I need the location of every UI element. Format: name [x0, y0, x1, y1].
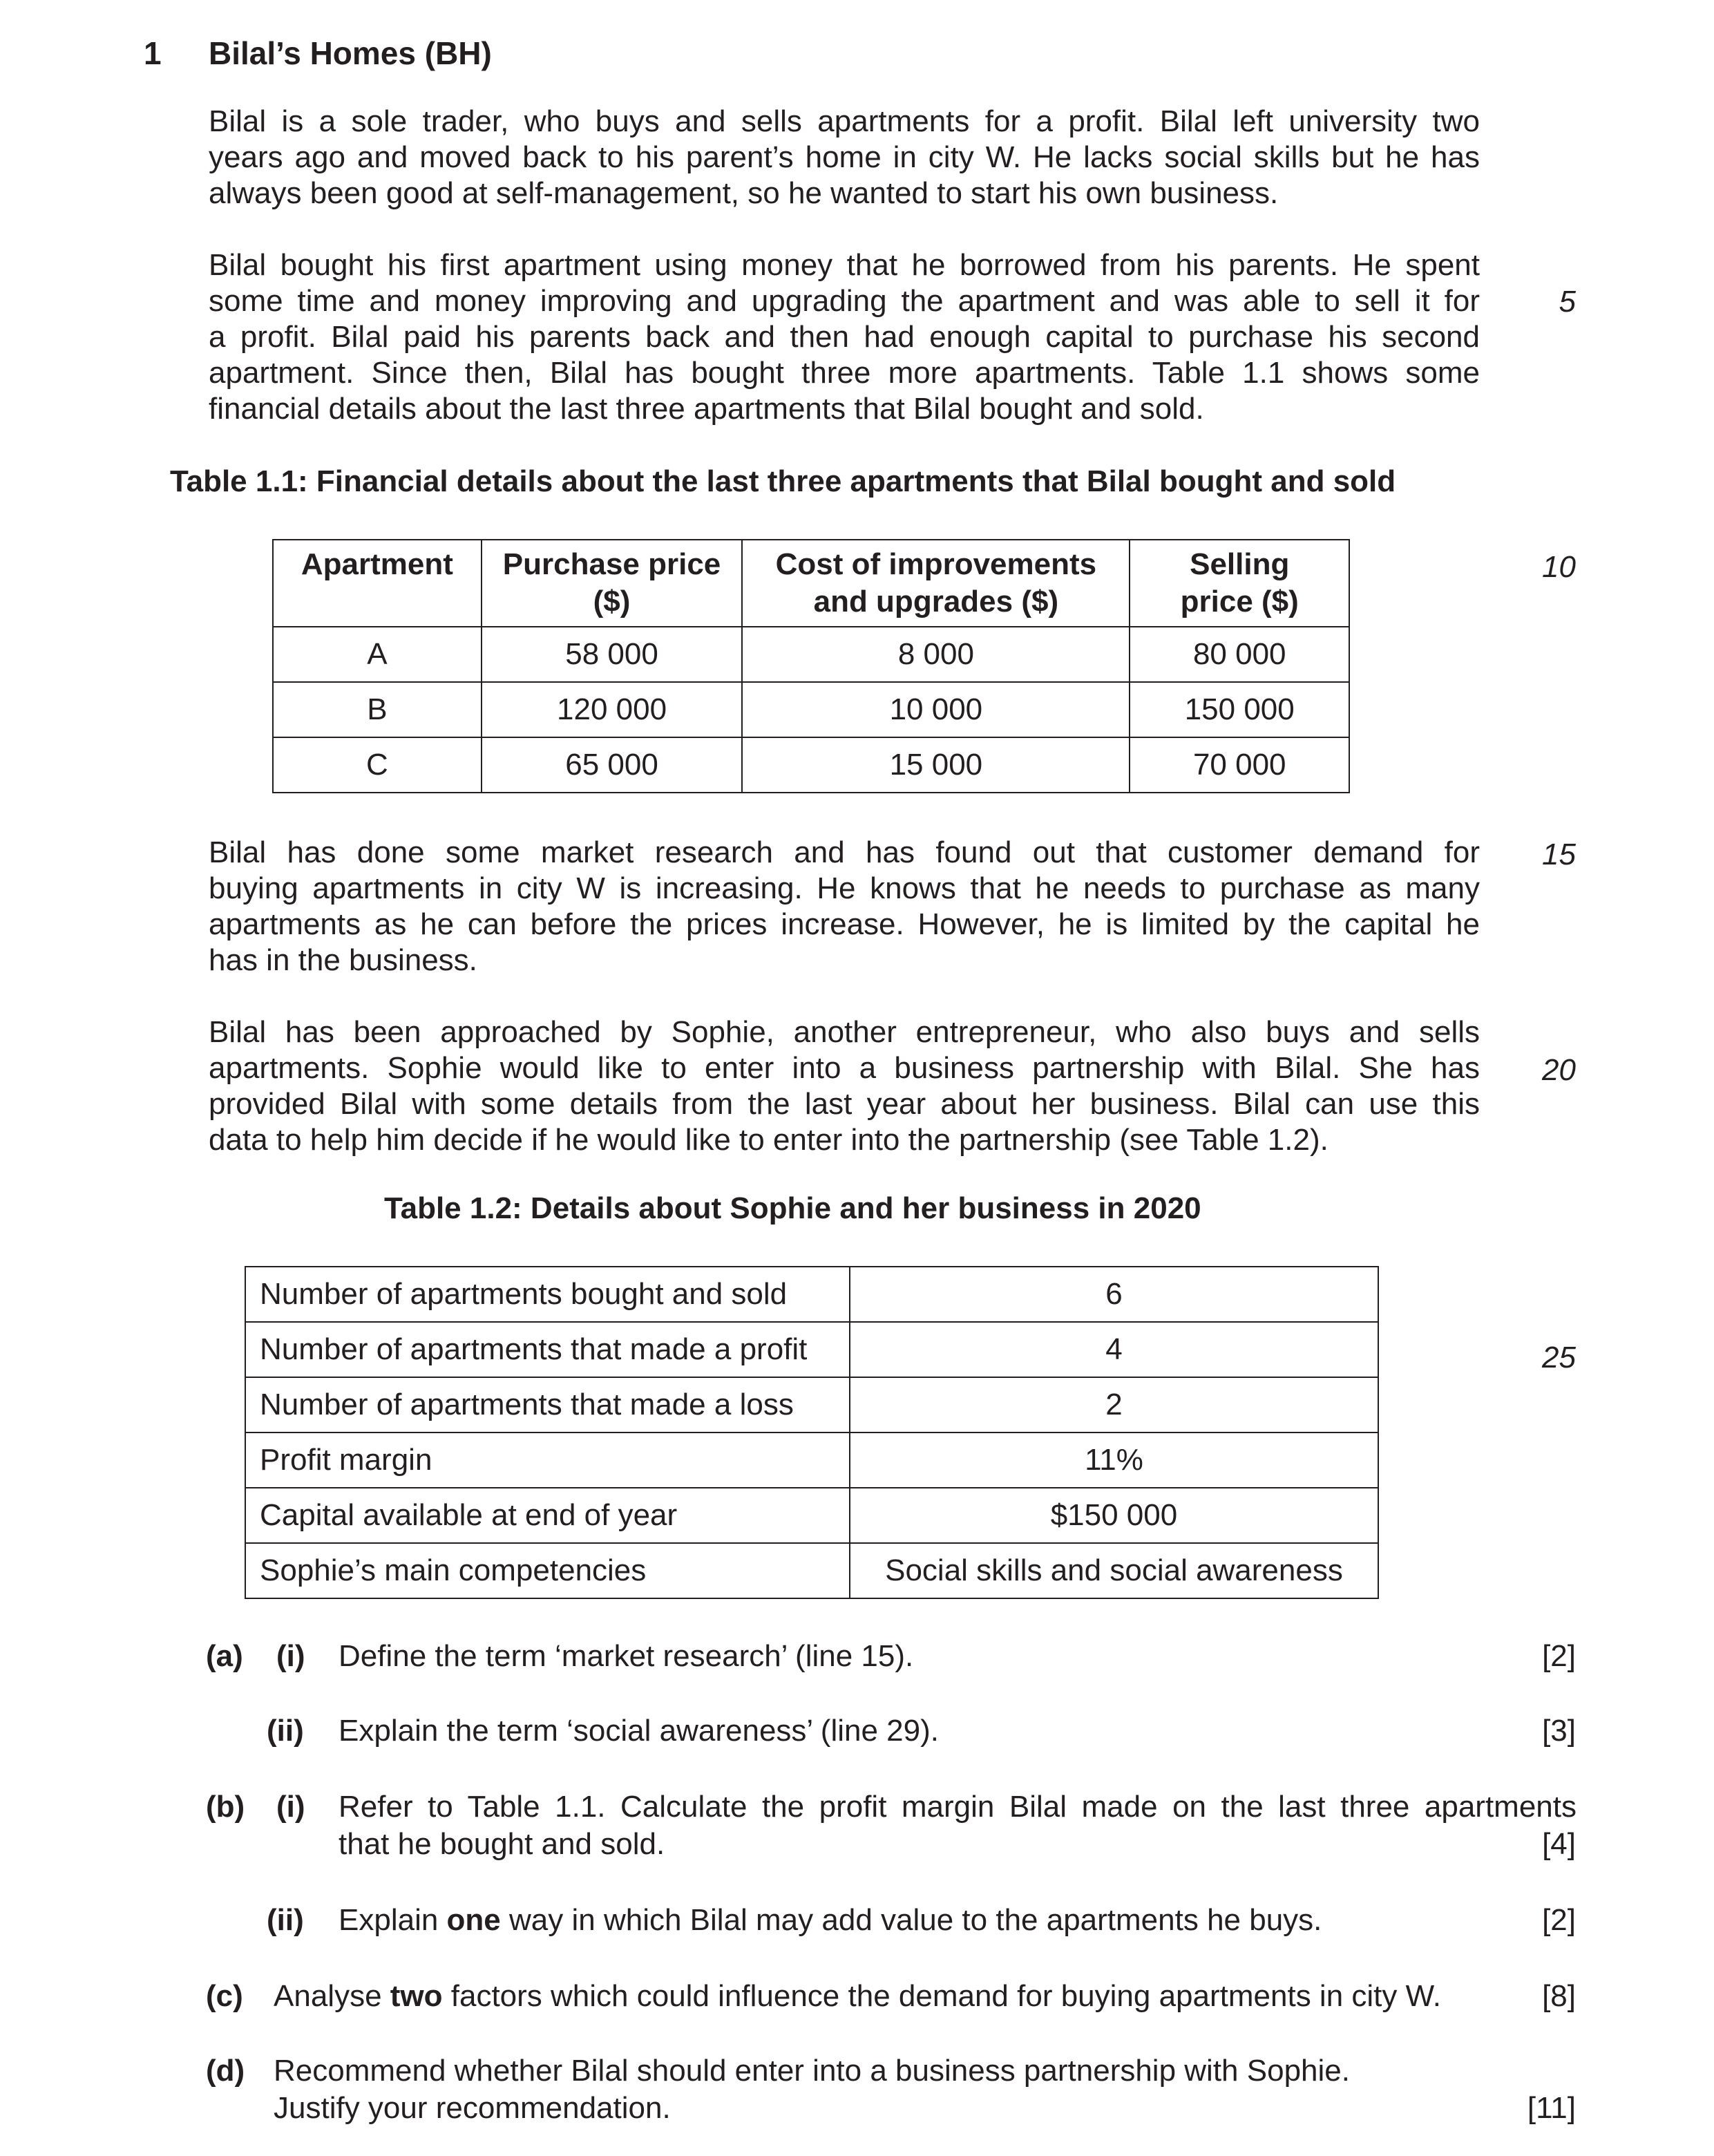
text-line: years ago and moved back to his parent’s home in city W. He lacks social skills but he has — [209, 140, 1480, 174]
line-number-5: 5 — [1559, 285, 1576, 319]
part-d-label: (d) — [206, 2054, 245, 2088]
table-cell: Capital available at end of year — [245, 1488, 850, 1543]
table-cell: A — [273, 627, 482, 682]
part-a-i-mark: [2] — [1542, 1639, 1576, 1673]
part-a-ii-label: (ii) — [267, 1714, 304, 1748]
table-row — [245, 1488, 1378, 1543]
text-line: Bilal bought his first apartment using money that he borrowed from his parents. He spent — [209, 248, 1480, 282]
table-cell: 8 000 — [742, 627, 1130, 682]
part-b-ii-mark: [2] — [1542, 1903, 1576, 1937]
table-cell: Profit margin — [245, 1432, 850, 1488]
table-cell: Number of apartments that made a profit — [245, 1322, 850, 1377]
table-cell: Social skills and social awareness — [850, 1543, 1378, 1598]
line-number-25: 25 — [1542, 1341, 1576, 1374]
text-line: financial details about the last three apartments that Bilal bought and sold. — [209, 392, 1204, 426]
table-row — [245, 1322, 1378, 1377]
table-row — [273, 682, 1349, 737]
table-cell: Number of apartments that made a loss — [245, 1377, 850, 1432]
part-a-ii-mark: [3] — [1542, 1714, 1576, 1748]
part-d-text: Recommend whether Bilal should enter into a business partnership with Sophie. Justify your recommendation. — [274, 2054, 1350, 2125]
table-cell: 150 000 — [1130, 682, 1349, 737]
part-a-label: (a) — [206, 1639, 243, 1673]
paragraph-sophie — [209, 1014, 1480, 1158]
table-row — [245, 1432, 1378, 1488]
text-line: Bilal is a sole trader, who buys and sells apartments for a profit. Bilal left university two — [209, 104, 1480, 138]
text-line: apartments as he can before the prices increase. However, he is limited by the capital he — [209, 907, 1480, 941]
table-row — [245, 1543, 1378, 1598]
part-b-i-text: Refer to Table 1.1. Calculate the profit margin Bilal made on the last three apartments that he bought and sold. — [339, 1790, 1577, 1861]
table-cell: 65 000 — [482, 737, 742, 793]
part-b-i-mark: [4] — [1542, 1827, 1576, 1861]
line-number-10: 10 — [1542, 550, 1576, 584]
header-apartment: Apartment — [273, 540, 482, 627]
table-cell: 6 — [850, 1267, 1378, 1322]
text-line: apartment. Since then, Bilal has bought three more apartments. Table 1.1 shows some — [209, 356, 1480, 390]
text-line: Bilal has been approached by Sophie, another entrepreneur, who also buys and sells — [209, 1015, 1480, 1049]
table-cell: 15 000 — [742, 737, 1130, 793]
table-cell: 4 — [850, 1322, 1378, 1377]
part-d-mark: [11] — [1527, 2091, 1576, 2125]
table-cell: 2 — [850, 1377, 1378, 1432]
line-number-20: 20 — [1542, 1053, 1576, 1087]
table-row — [245, 1267, 1378, 1322]
question-title: Bilal’s Homes (BH) — [209, 35, 492, 71]
question-number: 1 — [144, 35, 162, 71]
paragraph-intro — [209, 104, 1480, 211]
text-line: buying apartments in city W is increasing. He knows that he needs to purchase as many — [209, 871, 1480, 905]
table-cell: Number of apartments bought and sold — [245, 1267, 850, 1322]
text-line: provided Bilal with some details from the last year about her business. Bilal can use this — [209, 1087, 1480, 1121]
text-line: apartments. Sophie would like to enter into a business partnership with Bilal. She has — [209, 1051, 1480, 1085]
table-cell: 58 000 — [482, 627, 742, 682]
part-c-text: Analyse two factors which could influence the demand for buying apartments in city W. — [274, 1979, 1441, 2013]
table-cell: B — [273, 682, 482, 737]
table-cell: 11% — [850, 1432, 1378, 1488]
part-b-ii-label: (ii) — [267, 1903, 304, 1937]
part-a-i-label: (i) — [276, 1639, 305, 1673]
table-cell: 70 000 — [1130, 737, 1349, 793]
table-financial-details — [272, 539, 1350, 793]
paragraph-first-apartment — [209, 247, 1480, 427]
part-a-i-text: Define the term ‘market research’ (line 15). — [339, 1639, 914, 1673]
table-cell: 10 000 — [742, 682, 1130, 737]
table-row — [273, 627, 1349, 682]
text-line: always been good at self-management, so he wanted to start his own business. — [209, 176, 1279, 210]
text-line: a profit. Bilal paid his parents back and then had enough capital to purchase his second — [209, 320, 1480, 354]
paragraph-market-research — [209, 835, 1480, 978]
part-b-label: (b) — [206, 1790, 245, 1824]
table-cell: C — [273, 737, 482, 793]
table-cell: 80 000 — [1130, 627, 1349, 682]
text-line: Bilal has done some market research and has found out that customer demand for — [209, 835, 1480, 869]
header-purchase-price: Purchase price ($) — [482, 540, 742, 627]
part-c-mark: [8] — [1542, 1979, 1576, 2013]
table-sophie-details — [245, 1266, 1379, 1599]
table-cell: 120 000 — [482, 682, 742, 737]
table2-caption: Table 1.2: Details about Sophie and her business in 2020 — [384, 1191, 1201, 1225]
table-row — [245, 1377, 1378, 1432]
table-row — [273, 737, 1349, 793]
part-a-ii-text: Explain the term ‘social awareness’ (line 29). — [339, 1714, 939, 1748]
header-cost-improvements: Cost of improvements and upgrades ($) — [742, 540, 1130, 627]
table-header-row — [273, 540, 1349, 627]
text-line: has in the business. — [209, 943, 477, 977]
table-cell: $150 000 — [850, 1488, 1378, 1543]
part-b-ii-text: Explain one way in which Bilal may add value to the apartments he buys. — [339, 1903, 1322, 1937]
header-selling-price: Selling price ($) — [1130, 540, 1349, 627]
part-c-label: (c) — [206, 1979, 243, 2013]
line-number-15: 15 — [1542, 838, 1576, 871]
text-line: data to help him decide if he would like to enter into the partnership (see Table 1.2). — [209, 1123, 1329, 1157]
table-cell: Sophie’s main competencies — [245, 1543, 850, 1598]
text-line: some time and money improving and upgrading the apartment and was able to sell it for — [209, 284, 1480, 318]
table1-caption: Table 1.1: Financial details about the last three apartments that Bilal bought and sold — [170, 464, 1396, 498]
part-b-i-label: (i) — [276, 1790, 305, 1824]
